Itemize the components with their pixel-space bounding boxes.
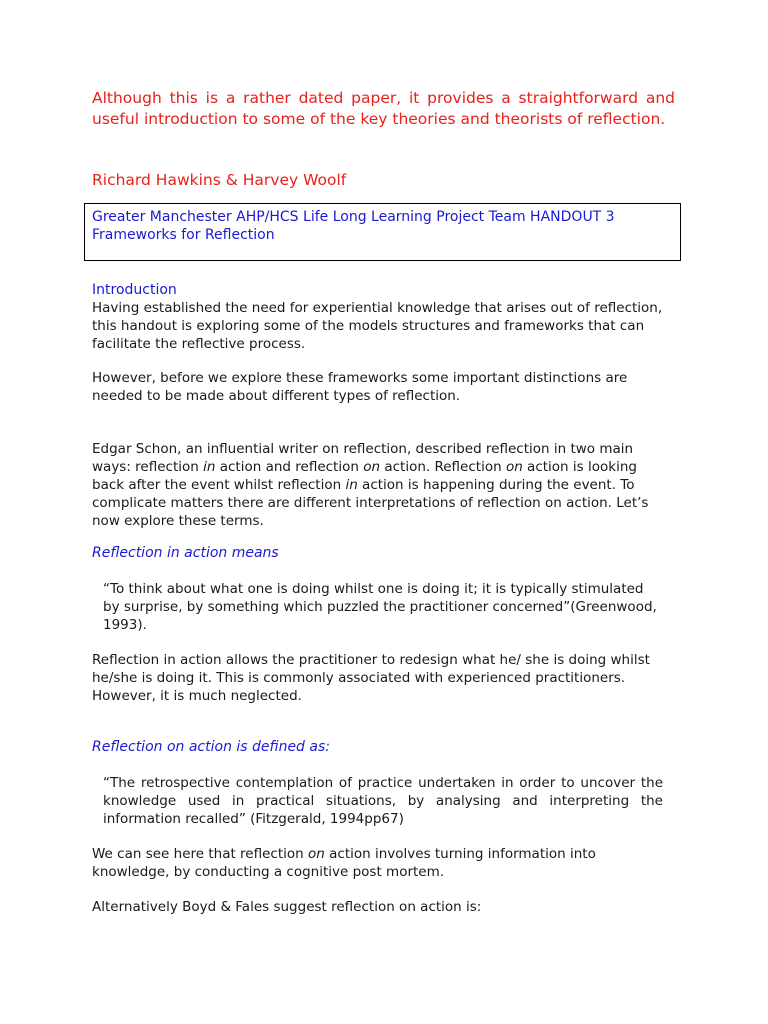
schon-paragraph [92,440,672,530]
authors-line: Richard Hawkins & Harvey Woolf [92,171,347,189]
schon-text-c: action. Reflection [380,459,506,475]
post-mortem-text-a: We can see here that reflection [92,846,308,862]
handout-line-2: Frameworks for Reflection [92,227,275,243]
introduction-paragraph-2: However, before we explore these frameworks some important distinctions are needed to be made about different types of reflection. [92,370,628,404]
handout-title-box [84,203,681,261]
in-action-heading: Reflection in action means [92,545,279,561]
schon-text-e: action is happening during the event. To complicate matters there are different interpretations of reflection on action. Let’s now explore these terms. [92,477,649,529]
introduction-heading: Introduction [92,282,177,298]
editor-note: Although this is a rather dated paper, it provides a straightforward and useful introduction to some of the key theories and theorists of reflection. [92,89,675,128]
boyd-fales-line: Alternatively Boyd & Fales suggest reflection on action is: [92,899,482,915]
post-mortem-emph-on: on [308,846,325,862]
on-action-heading: Reflection on action is defined as: [92,739,330,755]
schon-text-b: action and reflection [215,459,364,475]
post-mortem-text-b: action involves turning information into knowledge, by conducting a cognitive post mortem. [92,846,596,880]
schon-text-d: action is looking back after the event whilst reflection [92,459,637,493]
fitzgerald-quote: “The retrospective contemplation of practice undertaken in order to uncover the knowledge used in practical situations, by analysing and interpreting the information recalled” (Fitzgerald, 1994pp67) [103,775,663,827]
schon-emph-on-2: on [505,459,523,475]
in-action-paragraph: Reflection in action allows the practitioner to redesign what he/ she is doing whilst he/she is doing it. This is commonly associated with experienced practitioners. However, it is much neglected. [92,652,650,704]
introduction-section [92,281,672,353]
handout-line-1: Greater Manchester AHP/HCS Life Long Learning Project Team HANDOUT 3 [92,209,615,225]
post-mortem-paragraph [92,845,672,881]
schon-emph-on-1: on [363,459,381,475]
schon-emph-in-1: in [203,459,216,475]
schon-emph-in-2: in [345,477,358,493]
schon-text-a: Edgar Schon, an influential writer on reflection, described reflection in two main ways: reflection [92,441,634,475]
greenwood-quote: “To think about what one is doing whilst one is doing it; it is typically stimulated by surprise, by something which puzzled the practitioner concerned”(Greenwood, 1993). [103,581,657,633]
introduction-paragraph-1: Having established the need for experiential knowledge that arises out of reflection, this handout is exploring some of the models structures and frameworks that can facilitate the reflective process. [92,300,663,352]
